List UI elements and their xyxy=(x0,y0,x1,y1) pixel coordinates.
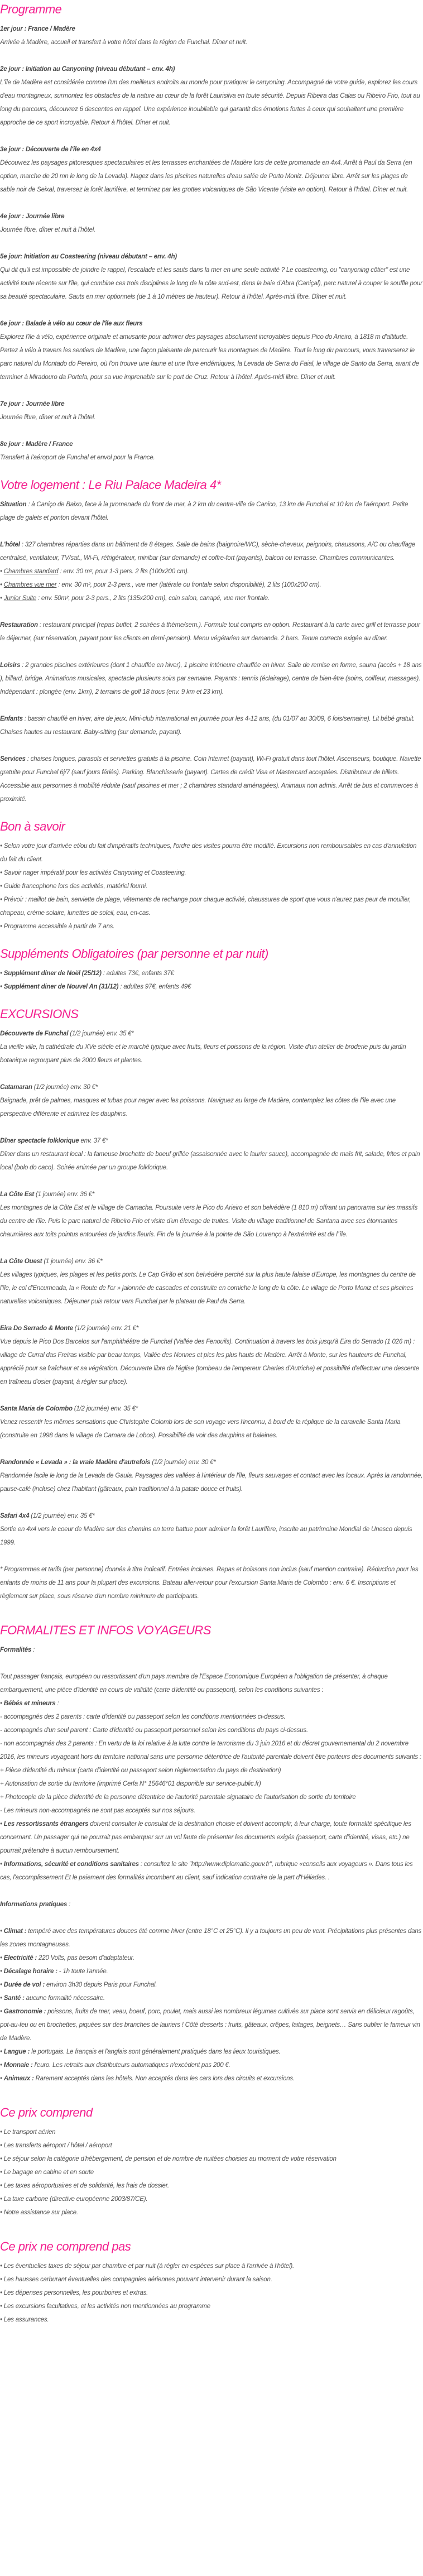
excursion-name: La Côte Est xyxy=(0,1191,35,1198)
practical-info-key: Décalage horaire : xyxy=(3,1968,57,1975)
practical-info-key: Climat : xyxy=(3,1927,27,1935)
room-type-name: Junior Suite xyxy=(3,594,37,602)
supplement-item xyxy=(0,980,423,994)
excursion-meta: (1/2 journée) env. 35 €* xyxy=(72,1405,138,1412)
excursion-name: Safari 4x4 xyxy=(0,1512,30,1519)
programme-heading: Programme xyxy=(0,2,62,16)
minors-line: + Autorisation de sortie du territoire (imprimé Cerfa N° 15646*01 disponible sur service-public.fr) xyxy=(0,1780,261,1787)
practical-info-key: Gastronomie : xyxy=(3,2008,46,2015)
supplement-price: : adultes 73€, enfants 37€ xyxy=(101,970,174,977)
supplements-heading: Suppléments Obligatoires (par personne et par nuit) xyxy=(0,947,268,961)
day-item xyxy=(0,438,423,464)
excursion-text: Les villages typiques, les plages et les petits ports. Le Cap Girão et son belvédère perché sur la plus haute falaise d'Europe, les montagnes du centre de l'île, le col d'Encumeada, la « Route de l'or » jalonnée de cascades et construite en corniche le long de la côte. Le village de Porto Moniz et ses piscines naturelles volcaniques. Déjeuner puis retour vers Funchal par le plateau de Paul da Serra. xyxy=(0,1271,416,1305)
situation-paragraph xyxy=(0,498,423,525)
room-type-item xyxy=(0,578,423,592)
restauration-label: Restauration xyxy=(0,621,38,629)
day-text: Journée libre, dîner et nuit à l'hôtel. xyxy=(0,226,95,233)
practical-info-key: Langue : xyxy=(3,2048,30,2055)
price-excludes-heading: Ce prix ne comprend pas xyxy=(0,2239,131,2253)
practical-info-item xyxy=(0,2045,423,2059)
practical-info-item xyxy=(0,2005,423,2045)
foreign-nationals-text: doivent consulter le consulat de la destination choisie et doivent accomplir, à leur charge, toute formalité spécifique les concernant. Un passager qui ne pourrait pas embarquer sur un vol faute de présenter les documents exigés (passeport, carte d'identité, visas, etc.) ne pourrait prétendre à aucun remboursement. xyxy=(0,1820,411,1854)
excursion-text: Sortie en 4x4 vers le coeur de Madère sur des chemins en terre battue pour admirer la forêt Laurifère, inscrite au patrimoine Mondial de Unesco depuis 1999. xyxy=(0,1526,412,1546)
excursion-item xyxy=(0,1322,423,1389)
practical-info-item xyxy=(0,1925,423,1951)
minors-line: - accompagnés des 2 parents : carte d'identité ou passeport selon les conditions mentionnées ci-dessus. xyxy=(0,1713,286,1720)
day-title: 8e jour : Madère / France xyxy=(0,440,73,448)
practical-info-item xyxy=(0,2059,423,2072)
supplement-item xyxy=(0,967,423,980)
security-info-text: : consultez le site "http://www.diplomatie.gouv.fr", rubrique «conseils aux voyageurs ». Dans tous les cas, l'accomplissement Et le paiement des formalités incombent au client, sauf indication contraire de la part d'Héliades. . xyxy=(0,1860,413,1881)
restauration-text: : restaurant principal (repas buffet, 2 soirées à thème/sem.). Formule tout compris en option. Restaurant à la carte avec grill et terrasse pour le déjeuner, (sur réservation, payant pour les clients en demi-pension). Menu végétarien sur demande. 2 bars. Tenue correcte exigée au dîner. xyxy=(0,621,420,642)
day-text: Découvrez les paysages pittoresques spectaculaires et les terrasses enchantées de Madère lors de cette promenade en 4x4. Arrêt à Paul da Serra (en option, marche de 20 mn le long de la Levada). Nagez dans les piscines naturelles d'eau salée de Porto Moniz. Déjeuner libre. Arrêt sur les plages de sable noir de Seixal, traversez la forêt laurifère, et terminez par les grottes volcaniques de São Vicente (visite en option). Retour à l'hôtel. Dîner et nuit. xyxy=(0,159,412,193)
excursion-text: Les montagnes de la Côte Est et le village de Camacha. Poursuite vers le Pico do Arieiro et son belvédère (1 810 m) offrant un panorama sur les massifs du centre de l'île. Puis le parc naturel de Ribeiro Frio et visite d'un élevage de truites. Visite du village traditionnel de Santana avec ses étonnantes chaumières aux toits pointus entourées de jardins fleuris. Fin de la journée à la pointe de São Lourenço à l'extrémité est de l´île. xyxy=(0,1204,418,1238)
loisirs-text: : 2 grandes piscines extérieures (dont 1 chauffée en hiver), 1 piscine intérieure chauffée en hiver. Salle de remise en forme, sauna (accès + 18 ans ), billard, bridge. Animations musicales, spectacle plusieurs soirs par semaine. Payants : tennis (éclairage), centre de bien-être (soins, coiffeur, massages). Indépendant : plongée (env. 1km), 2 terrains de golf 18 trous (env. 9 km et 23 km). xyxy=(0,661,422,695)
excursion-name: Randonnée « Levada » : la vraie Madère d'autrefois xyxy=(0,1459,151,1466)
good-to-know-item: • Prévoir : maillot de bain, serviette de plage, vêtements de rechange pour chaque activité, chaussures de sport que vous n'aurez pas peur de mouiller, chapeau, crème solaire, lunettes de soleil, eau, en-cas. xyxy=(0,893,423,920)
price-excludes-item: • Les éventuelles taxes de séjour par chambre et par nuit (à régler en espèces sur place à l'arrivée à l'hôtel). xyxy=(0,2260,423,2273)
day-item xyxy=(0,22,423,49)
practical-info-value: l'euro. Les retraits aux distributeurs automatiques n'excèdent pas 200 €. xyxy=(32,2061,230,2069)
practical-info-key: Monnaie : xyxy=(3,2061,33,2069)
situation-text: : à Caniço de Baixo, face à la promenade du front de mer, à 2 km du centre-ville de Canico, 13 km de Funchal et 10 km de l'aéroport. Petite plage de galets et ponton devant l'hôtel. xyxy=(0,501,408,521)
services-paragraph xyxy=(0,752,423,806)
price-includes-heading: Ce prix comprend xyxy=(0,2105,93,2119)
excursions-heading: EXCURSIONS xyxy=(0,1007,79,1021)
price-excludes-item: • Les excursions facultatives, et les activités non mentionnées au programme xyxy=(0,2300,423,2313)
excursion-item xyxy=(0,1188,423,1241)
price-excludes-item: • Les dépenses personnelles, les pourboires et extras. xyxy=(0,2286,423,2300)
excursion-meta: (1/2 journée) env. 30 €* xyxy=(32,1083,98,1091)
excursion-meta: (1/2 journée) env. 21 €* xyxy=(73,1325,139,1332)
practical-info-label: Informations pratiques xyxy=(0,1901,68,1908)
excursion-meta: (1/2 journée) env. 30 €* xyxy=(150,1459,216,1466)
price-excludes-section xyxy=(0,2238,423,2326)
room-type-item xyxy=(0,592,423,605)
price-includes-item: • Les taxes aéroportuaires et de solidarité, les frais de dossier. xyxy=(0,2179,423,2193)
good-to-know-heading: Bon à savoir xyxy=(0,819,65,833)
practical-info-item xyxy=(0,2072,423,2085)
practical-info-value: aucune formalité nécessaire. xyxy=(24,1994,105,2002)
excursion-text: La vieille ville, la cathédrale du XVe siècle et le marché typique avec fruits, fleurs et poissons de la région. Visite d'un atelier de broderie puis du jardin botanique regroupant plus de 2000 fleurs et plantes. xyxy=(0,1043,406,1064)
security-info-label: Informations, sécurité et conditions sanitaires xyxy=(3,1860,139,1868)
excursion-name: La Côte Ouest xyxy=(0,1258,42,1265)
price-includes-item: • La taxe carbone (directive européenne 2003/87/CE). xyxy=(0,2193,423,2206)
minors-line: - Les mineurs non-accompagnés ne sont pas acceptés sur nos séjours. xyxy=(0,1807,195,1814)
supplement-label: Supplément diner de Nouvel An (31/12) xyxy=(3,983,119,990)
trip-details-page xyxy=(0,1,423,2344)
excursion-item xyxy=(0,1134,423,1174)
day-text: Qui dit qu'il est impossible de joindre le rappel, l'escalade et les sauts dans la mer en une seule activité ? Le coasteering, ou "canyoning côtier" est une activité toute récente sur l'île, qui combine ces trois disciplines le long de la côte sud-est, dans la baie d'Abra (Caniçal), parc naturel à couper le souffle pour sa beauté spectaculaire. Sauts en mer optionnels (de 1 à 10 mètres de hauteur). Retour à l'hôtel. Après-midi libre. Dîner et nuit. xyxy=(0,266,422,300)
enfants-text: : bassin chauffé en hiver, aire de jeux. Mini-club international en journée pour les 4-12 ans, (du 01/07 au 30/09, 6 fois/semaine). Lit bébé gratuit. Chaises hautes au restaurant. Baby-sitting (sur demande, payant). xyxy=(0,715,415,736)
practical-info-value: - 1h toute l'année. xyxy=(57,1968,108,1975)
price-excludes-item: • Les assurances. xyxy=(0,2313,423,2326)
excursion-name: Eira Do Serrado & Monte xyxy=(0,1325,73,1332)
hotel-paragraph xyxy=(0,538,423,605)
room-type-name: Chambres vue mer xyxy=(3,581,57,588)
excursion-text: Venez ressentir les mêmes sensations que Christophe Colomb lors de son voyage vers l'inconnu, à bord de la réplique de la caravelle Santa Maria (construite en 1998 dans le village de Camara de Lobos). Possibilité de voir des dauphins et baleines. xyxy=(0,1418,401,1439)
excursions-section xyxy=(0,1006,423,1603)
accommodation-heading: Votre logement : Le Riu Palace Madeira 4* xyxy=(0,478,221,492)
excursion-text: Dîner dans un restaurant local : la fameuse brochette de boeuf grillée (assaisonnée avec le laurier sauce), accompagnée de maïs frit, salade, frites et pain local (bolo do caco). Soirée animée par un groupe folklorique. xyxy=(0,1150,420,1171)
practical-info-item xyxy=(0,1965,423,1978)
room-type-text: : env. 30 m², pour 2-3 pers., vue mer (latérale ou frontale selon disponibilité), 2 lits (100x200 cm). xyxy=(56,581,321,588)
minors-line: + Photocopie de la pièce d'identité de la personne détentrice de l'autorité parentale signataire de l'autorisation de sortie du territoire xyxy=(0,1793,356,1801)
day-item xyxy=(0,143,423,196)
formalities-label: Formalités xyxy=(0,1646,32,1653)
price-includes-item: • Le séjour selon la catégorie d'hébergement, de pension et de nombre de nuitées choisies au moment de votre réservation xyxy=(0,2152,423,2166)
services-text: : chaises longues, parasols et serviettes gratuits à la piscine. Coin Internet (payant), Wi-Fi gratuit dans tout l'hôtel. Ascenseurs, boutique. Navette gratuite pour Funchal 6j/7 (sauf jours fériés). Parking. Blanchisserie (payant). Cartes de crédit Visa et Mastercard acceptées. Distributeur de billets. Accessible aux personnes à mobilité réduite (sauf piscines et mer ; 2 chambres standard aménagées). Animaux non admis. Arrêt de bus et commerces à proximité. xyxy=(0,755,421,803)
day-text: Arrivée à Madère, accueil et transfert à votre hôtel dans la région de Funchal. Dîner et nuit. xyxy=(0,39,248,46)
supplement-label: Supplément diner de Noël (25/12) xyxy=(3,970,102,977)
good-to-know-item: • Selon votre jour d'arrivée et/ou du fait d'impératifs techniques, l'ordre des visites pourra être modifié. Excursions non remboursables en cas d'annulation du fait du client. xyxy=(0,840,423,866)
practical-info-key: Santé : xyxy=(3,1994,25,2002)
practical-info-key: Electricité : xyxy=(3,1954,37,1961)
minors-line: + Pièce d'identité du mineur (carte d'identité ou passeport selon règlementation du pays de destination) xyxy=(0,1767,281,1774)
excursion-item xyxy=(0,1027,423,1067)
day-title: 1er jour : France / Madère xyxy=(0,25,75,32)
day-item xyxy=(0,63,423,129)
excursion-item xyxy=(0,1402,423,1442)
security-info-item xyxy=(0,1858,423,1884)
hotel-label: L'hôtel xyxy=(0,541,20,548)
day-title: 2e jour : Initiation au Canyoning (niveau débutant – env. 4h) xyxy=(0,65,175,73)
excursion-item xyxy=(0,1081,423,1121)
day-title: 3e jour : Découverte de l'île en 4x4 xyxy=(0,146,101,153)
day-text: Journée libre, dîner et nuit à l'hôtel. xyxy=(0,414,95,421)
day-item xyxy=(0,397,423,424)
excursion-name: Santa Maria de Colombo xyxy=(0,1405,73,1412)
excursions-note xyxy=(0,1563,423,1603)
excursions-footnote: * Programmes et tarifs (par personne) donnés à titre indicatif. Entrées incluses. Repas et boissons non inclus (sauf mention contraire). Réduction pour les enfants de moins de 11 ans pour la plupart des excursions. Bateau aller-retour pour l'excursion Santa Maria de Colombo : env. 6 €. Inscriptions et règlement sur place, sous réserve d'un nombre minimum de participants. xyxy=(0,1566,419,1600)
day-title: 7e jour : Journée libre xyxy=(0,400,65,407)
practical-info-value: environ 3h30 depuis Paris pour Funchal. xyxy=(44,1981,157,1988)
excursion-meta: (1/2 journée) env. 35 €* xyxy=(29,1512,95,1519)
excursion-name: Découverte de Funchal xyxy=(0,1030,69,1037)
excursion-meta: (1 journée) env. 36 €* xyxy=(34,1191,95,1198)
excursion-name: Dîner spectacle folklorique xyxy=(0,1137,79,1144)
minors-line: - non accompagnés des 2 parents : En vertu de la loi relative à la lutte contre le terrorisme du 3 juin 2016 et du décret gouvernemental du 2 novembre 2016, les mineurs voyageant hors du territoire national sans une personne détentrice de l'autorité parentale doivent être porteurs des documents suivants : xyxy=(0,1740,421,1760)
good-to-know-item: • Programme accessible à partir de 7 ans. xyxy=(0,920,423,933)
good-to-know-section xyxy=(0,818,423,933)
formalities-heading: FORMALITES ET INFOS VOYAGEURS xyxy=(0,1623,211,1637)
accommodation-section xyxy=(0,477,423,806)
hotel-text: : 327 chambres réparties dans un bâtiment de 8 étages. Salle de bains (baignoire/WC), sèche-cheveux, peignoirs, chaussons, A/C ou chauffage centralisé, ventilateur, TV/sat., Wi-Fi, réfrigérateur, minibar (sur demande) et coffre-fort (payants), balcon ou terrasse. Chambres communicantes. xyxy=(0,541,416,562)
restauration-paragraph xyxy=(0,618,423,645)
price-includes-item: • Le bagage en cabine et en soute xyxy=(0,2166,423,2179)
excursion-name: Catamaran xyxy=(0,1083,32,1091)
minors-line: - accompagnés d'un seul parent : Carte d'identité ou passeport personnel selon les conditions du pays ci-dessus. xyxy=(0,1726,308,1734)
loisirs-paragraph xyxy=(0,659,423,699)
practical-info-value: Rarement acceptés dans les hôtels. Non acceptés dans les cars lors des circuits et excursions. xyxy=(33,2075,295,2082)
practical-info-item xyxy=(0,1951,423,1965)
practical-info-key: Durée de vol : xyxy=(3,1981,45,1988)
foreign-nationals-item xyxy=(0,1817,423,1858)
day-title: 6e jour : Balade à vélo au cœur de l'île aux fleurs xyxy=(0,320,143,327)
excursion-item xyxy=(0,1509,423,1550)
day-text: L'île de Madère est considérée comme l'un des meilleurs endroits au monde pour pratiquer le canyoning. Accompagné de votre guide, explorez les cours d'eau montagneux, surmontez les obstacles de la nature au cœur de la forêt Laurisilva en toute sécurité. Depuis Ribeira das Calas ou Ribeiro Frio, tout au long du parcours, découvrez 6 descentes en rappel. Une expérience inoubliable qui garantit des émotions fortes à ceux qui souhaitent une première approche de ce sport incroyable. Retour à l'hôtel. Dîner et nuit. xyxy=(0,79,420,126)
programme-section xyxy=(0,1,423,464)
enfants-label: Enfants xyxy=(0,715,23,722)
price-includes-item: • Les transferts aéroport / hôtel / aéroport xyxy=(0,2139,423,2152)
practical-info-value: le portugais. Le français et l'anglais sont généralement pratiqués dans les lieux touristiques. xyxy=(30,2048,281,2055)
excursion-text: Baignade, prêt de palmes, masques et tubas pour nager avec les poissons. Naviguez au large de Madère, contemplez les côtes de l'île avec une perspective différente et admirez les dauphins. xyxy=(0,1097,396,1117)
day-item xyxy=(0,250,423,304)
good-to-know-item: • Savoir nager impératif pour les activités Canyoning et Coasteering. xyxy=(0,866,423,880)
practical-info-value: tempéré avec des températures douces été comme hiver (entre 18°C et 25°C). Il y a toujours un peu de vent. Précipitations plus présentes dans les zones montagneuses. xyxy=(0,1927,422,1948)
room-type-text: : env. 50m², pour 2-3 pers., 2 lits (135x200 cm), coin salon, canapé, vue mer frontale. xyxy=(36,594,270,602)
supplement-price: : adultes 97€, enfants 49€ xyxy=(118,983,191,990)
room-type-item xyxy=(0,565,423,578)
loisirs-label: Loisirs xyxy=(0,661,21,669)
practical-info-item xyxy=(0,1978,423,1992)
day-text: Explorez l'île à vélo, expérience originale et amusante pour admirer des paysages absolument incroyables depuis Pico do Arieiro, à 1818 m d'altitude. Partez à vélo à travers les sentiers de Madère, une façon plaisante de parcourir les montagnes de Madère. Tout le long du parcours, vous traverserez le parc naturel du Montado do Pereiro, où l'on trouve une faune et une flore endémiques, la Levada de Serra do Faial, le village de Santo da Serra, avant de terminer à Miradouro da Portela, pour sa vue imprenable sur le port de Cruz. Retour à l'hôtel. Après-midi libre. Dîner et nuit. xyxy=(0,333,419,381)
practical-info-value: 220 Volts, pas besoin d'adaptateur. xyxy=(37,1954,134,1961)
excursion-item xyxy=(0,1456,423,1496)
foreign-nationals-label: Les ressortissants étrangers xyxy=(3,1820,89,1827)
price-includes-item: • Le transport aérien xyxy=(0,2126,423,2139)
minors-heading-item: • Bébés et mineurs : xyxy=(0,1697,423,1710)
excursion-item xyxy=(0,1255,423,1308)
price-includes-item: • Notre assistance sur place. xyxy=(0,2206,423,2219)
excursion-meta: env. 37 €* xyxy=(79,1137,108,1144)
services-label: Services xyxy=(0,755,26,762)
excursion-text: Vue depuis le Pico Dos Barcelos sur l'amphithéâtre de Funchal (Vallée des Fenouils). Continuation à travers les bois jusqu'à Eira do Serrado (1 026 m) : village de Curral das Freiras visible par beau temps, Vallée des Nonnes et pics les plus hauts de Madère. Arrêt à Monte, sur les hauteurs de Funchal, apprécié pour sa fraîcheur et sa végétation. Découverte libre de l'église (tombeau de l'empereur Charles d'Autriche) et possibilité d'effectuer une descente en traîneau d'osier (payant, à régler sur place). xyxy=(0,1338,419,1385)
situation-label: Situation xyxy=(0,501,27,508)
day-title: 4e jour : Journée libre xyxy=(0,213,65,220)
room-type-name: Chambres standard xyxy=(3,568,59,575)
day-title: 5e jour: Initiation au Coasteering (niveau débutant – env. 4h) xyxy=(0,253,177,260)
day-item xyxy=(0,317,423,384)
excursion-meta: (1/2 journée) env. 35 €* xyxy=(68,1030,134,1037)
practical-info-key: Animaux : xyxy=(3,2075,34,2082)
day-text: Transfert à l'aéroport de Funchal et envol pour la France. xyxy=(0,454,155,461)
excursion-text: Randonnée facile le long de la Levada de Gaula. Paysages des vallées à l'intérieur de l'île, fleurs sauvages et contact avec les locaux. Après la randonnée, pause-café (incluse) chez l'habitant (gâteaux, pain traditionnel à la patate douce et fruits). xyxy=(0,1472,423,1493)
price-excludes-item: • Les hausses carburant éventuelles des compagnies aériennes pouvant intervenir durant la saison. xyxy=(0,2273,423,2286)
good-to-know-item: • Guide francophone lors des activités, matériel fourni. xyxy=(0,880,423,893)
excursion-meta: (1 journée) env. 36 €* xyxy=(42,1258,103,1265)
enfants-paragraph xyxy=(0,712,423,739)
practical-info-value: poissons, fruits de mer, veau, boeuf, porc, poulet, mais aussi les nombreux légumes cultivés sur place sont servis en délicieux ragoûts, pot-au-feu ou en brochettes, piquées sur des branches de lauriers ! Côté desserts : fruits, gâteaux, crêpes, laitages, beignets… Sans oublier le fameux vin de Madère. xyxy=(0,2008,420,2042)
minors-label: Bébés et mineurs xyxy=(3,1700,56,1707)
formalities-section: FORMALITES ET INFOS VOYAGEURS Formalités : Tout passager français, européen ou ressortissant d'un pays membre de l'Espace Economique Européen a l'obligation de présenter, à chaque embarquement, une pièce d'identité en cours de validité (carte d'identité ou passeport), selon les conditions suivantes : • Bébés et mineurs : - accompagnés des 2 parents : carte d'identité ou passeport selon les conditions mentionnées ci-dessus. - accompagnés d'un seul parent : Carte d'identité ou passeport personnel selon les conditions du pays ci-dessus. - non accompagnés des 2 parents : En vertu de la loi relative à la lutte contre le terrorisme du 3 juin 2016 et du décret gouvernemental du 2 novembre 2016, les mineurs voyageant hors du territoire national sans une personne détentrice de l'autorité parentale doivent être porteurs des documents suivants : + Pièce d'identité du mineur (carte d'identité ou passeport selon règlementation du pays de destination) + Autorisation de sortie du territoire (imprimé Cerfa N° 15646*01 disponible sur service-public.fr) + Photocopie de la pièce d'identité de la personne détentrice de l'autorité parentale signataire de l'autorisation de sortie du territoire - Les mineurs non-accompagnés ne sont pas acceptés sur nos séjours. • Les ressortissants étrangers doivent consulter le consulat de la destination choisie et doivent accomplir, à leur charge, toute formalité spécifique les concernant. Un passager qui ne pourrait pas embarquer sur un vol faute de présenter les documents exigés (passeport, carte d'identité, visas, etc.) ne pourrait prétendre à aucun remboursement. • Informations, sécurité et conditions sanitaires : consultez le site "http://www.diplomatie.gouv.fr", rubrique «conseils aux voyageurs ». Dans tous les cas, l'accomplissement Et le paiement des formalités incombent au client, sauf indication contraire de la part d'Héliades. . Informations pratiques : • Climat : tempéré avec des températures douces été comme hiver (entre 18°C et 25°C). Il y a toujours un peu de vent. Précipitations plus présentes dans les zones montagneuses. • Electricité : 220 Volts, pas besoin d'adaptateur. • Décalage horaire : - 1h toute l'année. • Durée de vol : environ 3h30 depuis Paris pour Funchal. • Santé : aucune formalité nécessaire. • Gastronomie : poissons, fruits de mer, veau, boeuf, porc, poulet, mais aussi les nombreux légumes cultivés sur place sont servis en délicieux ragoûts, pot-au-feu ou en brochettes, piquées sur des branches de lauriers ! Côté desserts : fruits, gâteaux, crêpes, laitages, beignets… Sans oublier le fameux vin de Madère. • Langue : le portugais. Le français et l'anglais sont généralement pratiqués dans les lieux touristiques. • Monnaie : l'euro. Les retraits aux distributeurs automatiques n'excèdent pas 200 €. • Animaux : Rarement acceptés dans les hôtels. Non acceptés dans les cars lors des circuits et excursions. xyxy=(0,1622,423,2085)
price-includes-section xyxy=(0,2104,423,2219)
day-item xyxy=(0,210,423,237)
formalities-intro: Tout passager français, européen ou ressortissant d'un pays membre de l'Espace Economique Européen a l'obligation de présenter, à chaque embarquement, une pièce d'identité en cours de validité (carte d'identité ou passeport), selon les conditions suivantes : xyxy=(0,1673,388,1694)
room-type-text: : env. 30 m², pour 1-3 pers. 2 lits (100x200 cm). xyxy=(58,568,189,575)
supplements-section xyxy=(0,946,423,994)
practical-info-item xyxy=(0,1992,423,2005)
